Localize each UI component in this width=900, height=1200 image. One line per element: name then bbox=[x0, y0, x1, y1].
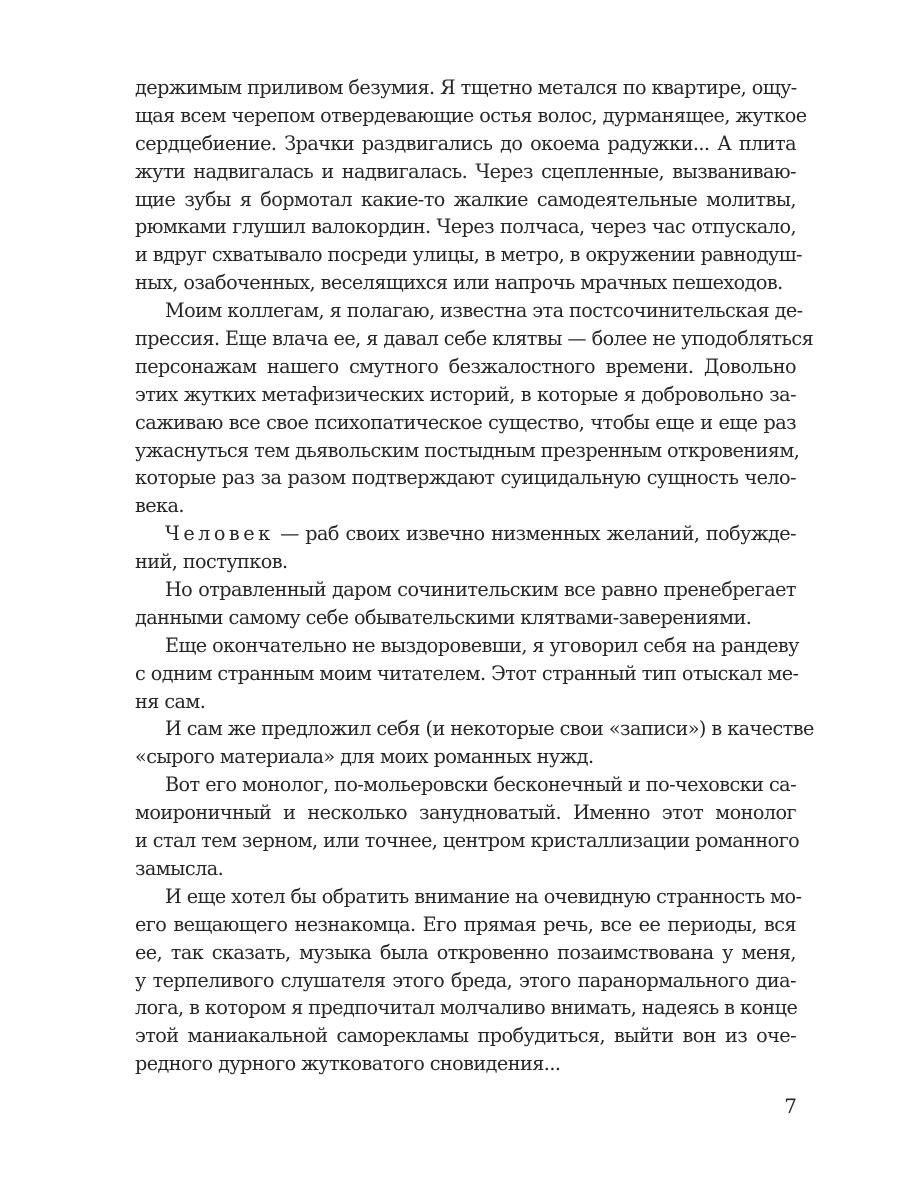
text-line: ее, так сказать, музыка была откровенно позаимствована у меня, bbox=[135, 940, 796, 964]
text-line: жути надвигалась и надвигалась. Через сцепленные, вызваниваю- bbox=[135, 159, 796, 183]
text-line: моироничный и несколько занудноватый. Именно этот монолог bbox=[135, 801, 796, 825]
text-line bbox=[135, 520, 796, 548]
text-line: Вот его монолог, по-мольеровски бесконечный и по-чеховски са- bbox=[165, 773, 796, 797]
text-line: И еще хотел бы обратить внимание на очевидную странность мо- bbox=[165, 884, 802, 908]
text-line: щая всем черепом отвердевающие остья волос, дурманящее, жуткое bbox=[135, 103, 807, 127]
paragraph-5 bbox=[135, 632, 799, 716]
emphasized-word: Человек bbox=[165, 522, 274, 546]
text-line: И сам же предложил себя (и некоторые свои «записи») в качестве bbox=[165, 717, 814, 741]
text-line: держимым приливом безумия. Я тщетно метался по квартире, ощу- bbox=[135, 76, 797, 99]
text-line: этих жутких метафизических историй, в которые я добровольно за- bbox=[135, 382, 796, 406]
text-line: саживаю все свое психопатическое существо, чтобы еще и еще раз bbox=[135, 410, 796, 434]
text-line: Моим коллегам, я полагаю, известна эта постсочинительская де- bbox=[165, 299, 803, 323]
paragraph-7 bbox=[135, 771, 800, 883]
paragraph-6 bbox=[135, 715, 814, 771]
paragraph-1 bbox=[135, 74, 807, 297]
text-line: редного дурного жутковатого сновидения... bbox=[135, 1052, 561, 1076]
page-number: 7 bbox=[784, 1094, 797, 1118]
paragraph-4 bbox=[135, 576, 796, 632]
paragraph-8 bbox=[135, 883, 802, 1078]
text-line: и вдруг схватывало посреди улицы, в метро, в окружении равнодуш- bbox=[135, 243, 802, 267]
text-line: данными самому себе обывательскими клятвами-заверениями. bbox=[135, 605, 752, 629]
text-line: прессия. Еще влача ее, я давал себе клятвы — более не уподобляться bbox=[135, 327, 814, 351]
text-line: ных, озабоченных, веселящихся или напрочь мрачных пешеходов. bbox=[135, 271, 783, 295]
text-line: этой маниакальной саморекламы пробудиться, выйти вон из оче- bbox=[135, 1024, 796, 1048]
text-line: которые раз за разом подтверждают суицидальную сущность чело- bbox=[135, 466, 796, 490]
text-line: Еще окончательно не выздоровевши, я уговорил себя на рандеву bbox=[165, 633, 799, 657]
text-line: ний, поступков. bbox=[135, 550, 288, 574]
text-line: у терпеливого слушателя этого бреда, этого паранормального диа- bbox=[135, 968, 796, 992]
body-text bbox=[135, 74, 814, 1078]
text-line: лога, в котором я предпочитал молчаливо внимать, надеясь в конце bbox=[135, 996, 798, 1020]
paragraph-2 bbox=[135, 297, 814, 520]
text-line: рюмками глушил валокордин. Через полчаса, через час отпускало, bbox=[135, 215, 796, 239]
text-line: с одним странным моим читателем. Этот странный тип отыскал ме- bbox=[135, 661, 799, 685]
text-line: замысла. bbox=[135, 856, 224, 880]
text-line-rest: — раб своих извечно низменных желаний, побужде- bbox=[273, 522, 796, 546]
text-line: ужаснуться тем дьявольским постыдным презренным откровениям, bbox=[135, 438, 800, 462]
text-line: персонажам нашего смутного безжалостного времени. Довольно bbox=[135, 354, 796, 378]
paragraph-3 bbox=[135, 520, 796, 576]
text-line: и стал тем зерном, или точнее, центром кристаллизации романного bbox=[135, 829, 800, 853]
text-line: «сырого материала» для моих романных нужд. bbox=[135, 745, 594, 769]
text-line: века. bbox=[135, 494, 184, 518]
text-line: Но отравленный даром сочинительским все равно пренебрегает bbox=[165, 578, 796, 602]
text-line: щие зубы я бормотал какие-то жалкие самодеятельные молитвы, bbox=[135, 187, 796, 211]
text-line: сердцебиение. Зрачки раздвигались до окоема радужки... А плита bbox=[135, 131, 796, 155]
text-line: ня сам. bbox=[135, 689, 206, 713]
text-line: его вещающего незнакомца. Его прямая речь, все ее периоды, вся bbox=[135, 912, 796, 936]
